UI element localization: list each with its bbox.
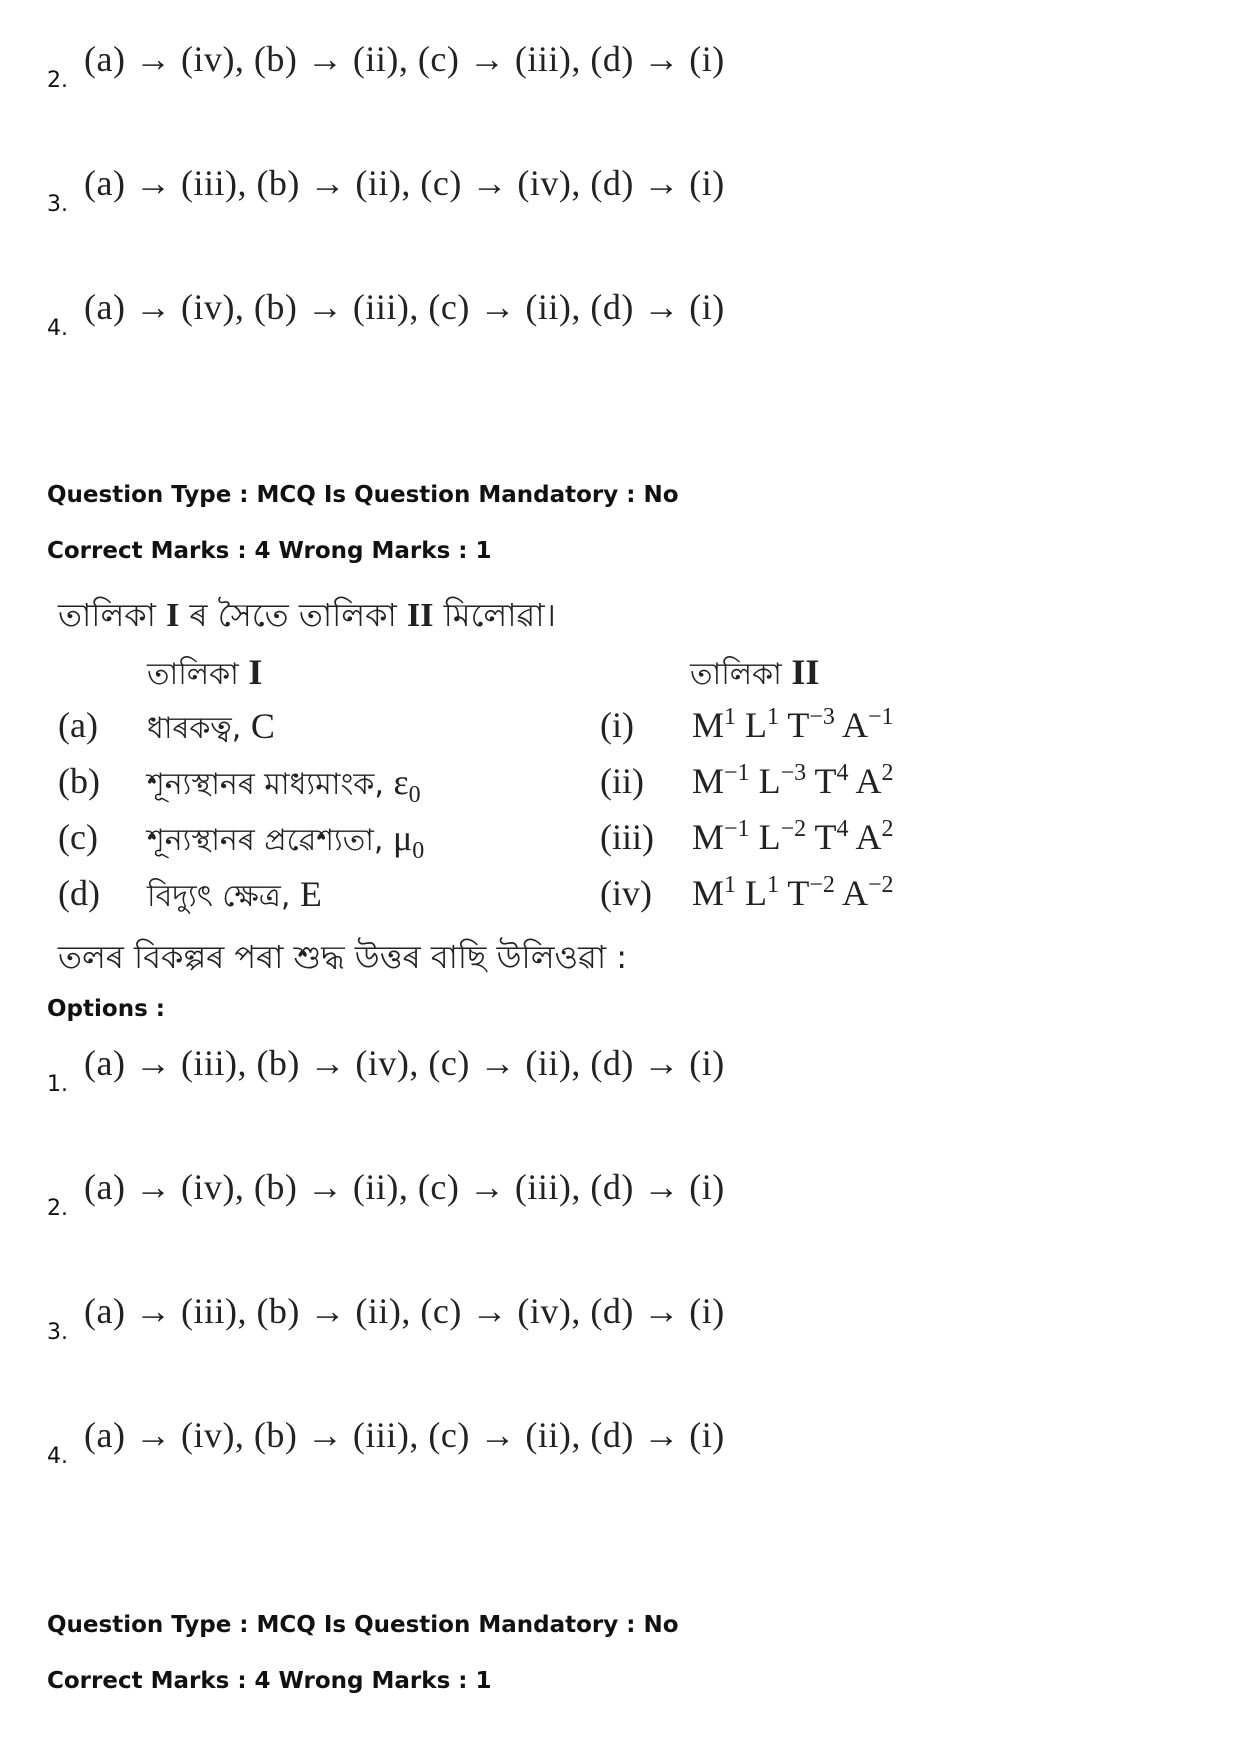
instruction-roman-two: II	[407, 597, 434, 634]
row-label: (c)	[58, 817, 98, 857]
dimension-exponent: 2	[881, 816, 894, 842]
dimension-base: T	[814, 817, 837, 857]
term-symbol-subscript: 0	[408, 782, 421, 809]
dimension-exponent: 4	[836, 816, 849, 842]
options-label: Options :	[47, 996, 165, 1022]
dimension-exponent: 1	[724, 704, 737, 730]
row-dimension	[692, 872, 893, 914]
term-symbol: ε	[393, 762, 409, 802]
dimension-base: L	[745, 873, 768, 913]
row-number: (ii)	[600, 761, 644, 801]
dimension-base: L	[758, 817, 781, 857]
term-symbol: E	[299, 874, 322, 914]
option-text: (a) → (iv), (b) → (iii), (c) → (ii), (d) → (i)	[84, 287, 725, 327]
option-text: (a) → (iii), (b) → (iv), (c) → (ii), (d) → (i)	[84, 1043, 725, 1083]
term-text: ধাৰকত্ব,	[147, 711, 251, 746]
row-number: (i)	[600, 705, 634, 745]
dimension-exponent: −3	[809, 704, 835, 730]
dimension-base: L	[745, 705, 768, 745]
dimension-exponent: 4	[836, 760, 849, 786]
dimension-exponent: −3	[780, 760, 807, 786]
dimension-base: M	[692, 817, 725, 857]
row-dimension	[692, 816, 893, 858]
dimension-base: A	[841, 705, 868, 745]
dimension-base: L	[758, 761, 781, 801]
dimension-base: A	[855, 817, 882, 857]
dimension-exponent: −1	[724, 816, 750, 842]
dimension-base: A	[855, 761, 882, 801]
choose-instruction: তলৰ বিকল্পৰ পৰা শুদ্ধ উত্তৰ বাছি উলিওৱা :	[58, 938, 628, 976]
row-dimension	[692, 704, 893, 746]
row-number: (iii)	[600, 817, 654, 857]
dimension-exponent: 1	[767, 872, 780, 898]
row-label: (b)	[58, 761, 100, 801]
dimension-base: T	[787, 705, 810, 745]
option-number: 2.	[47, 68, 68, 93]
dimension-exponent: 1	[724, 872, 737, 898]
option-text: (a) → (iv), (b) → (iii), (c) → (ii), (d) → (i)	[84, 1415, 725, 1455]
row-term	[147, 816, 424, 867]
dimension-exponent: −2	[867, 872, 894, 898]
dimension-base: M	[692, 873, 725, 913]
list-two-header: তালিকা II	[690, 652, 820, 692]
option-text: (a) → (iii), (b) → (ii), (c) → (iv), (d) → (i)	[84, 1291, 725, 1331]
option-number: 1.	[47, 1072, 68, 1097]
row-dimension	[692, 760, 893, 802]
row-number: (iv)	[600, 873, 652, 913]
question-type-line: Question Type : MCQ Is Question Mandatory : No	[47, 482, 679, 508]
term-text: শূন্যস্থানৰ মাধ্যমাংক,	[147, 767, 394, 802]
row-term	[147, 704, 275, 755]
dimension-base: M	[692, 761, 725, 801]
row-label: (a)	[58, 705, 98, 745]
option-number: 3.	[47, 192, 68, 217]
instruction-roman-one: I	[166, 597, 180, 634]
question-instruction	[58, 590, 556, 644]
term-symbol: C	[250, 706, 275, 746]
dimension-exponent: −1	[867, 704, 894, 730]
dimension-base: M	[692, 705, 725, 745]
term-symbol-subscript: 0	[412, 838, 425, 865]
instruction-post: মিলোৱা।	[433, 596, 556, 634]
dimension-base: A	[841, 873, 868, 913]
dimension-base: T	[814, 761, 837, 801]
option-number: 4.	[47, 316, 68, 341]
option-text: (a) → (iii), (b) → (ii), (c) → (iv), (d) → (i)	[84, 163, 725, 203]
dimension-exponent: −2	[780, 816, 807, 842]
instruction-pre: তালিকা	[58, 596, 167, 634]
row-label: (d)	[58, 873, 100, 913]
option-number: 4.	[47, 1444, 68, 1469]
option-number: 2.	[47, 1196, 68, 1221]
option-text: (a) → (iv), (b) → (ii), (c) → (iii), (d) → (i)	[84, 39, 725, 79]
dimension-exponent: −2	[809, 872, 835, 898]
term-symbol: μ	[392, 818, 413, 858]
marks-line: Correct Marks : 4 Wrong Marks : 1	[47, 538, 492, 564]
option-text: (a) → (iv), (b) → (ii), (c) → (iii), (d) → (i)	[84, 1167, 725, 1207]
term-text: বিদ্যুৎ ক্ষেত্ৰ,	[147, 879, 300, 914]
term-text: শূন্যস্থানৰ প্ৰৱেশ্যতা,	[147, 823, 393, 858]
instruction-mid: ৰ সৈতে তালিকা	[179, 596, 407, 634]
option-number: 3.	[47, 1320, 68, 1345]
next-marks-line: Correct Marks : 4 Wrong Marks : 1	[47, 1668, 492, 1694]
list-one-header: তালিকা I	[147, 652, 263, 692]
dimension-exponent: 2	[881, 760, 894, 786]
row-term	[147, 872, 322, 923]
dimension-exponent: 1	[767, 704, 780, 730]
next-question-type-line: Question Type : MCQ Is Question Mandatory : No	[47, 1612, 679, 1638]
row-term	[147, 760, 421, 811]
dimension-base: T	[787, 873, 810, 913]
dimension-exponent: −1	[724, 760, 750, 786]
